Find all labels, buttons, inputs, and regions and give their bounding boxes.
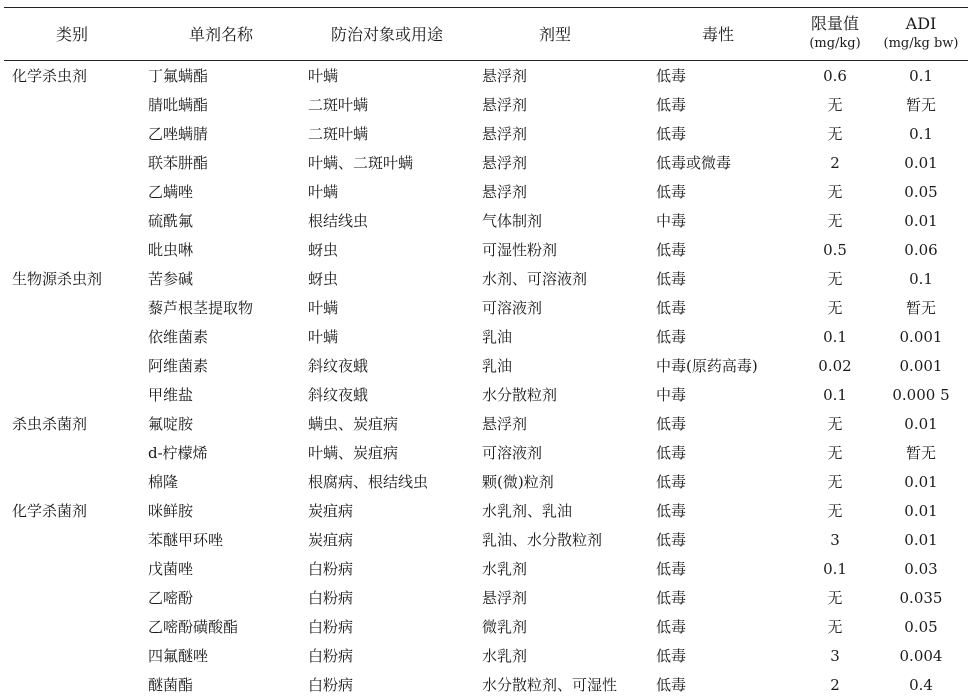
cell-limit: 无 [827, 589, 843, 607]
cell-adi: 0.1 [909, 270, 933, 288]
cell-target: 叶螨、二斑叶螨 [308, 154, 414, 172]
table-row [0, 178, 972, 207]
cell-limit: 无 [827, 96, 843, 114]
cell-target: 叶螨 [308, 328, 339, 346]
cell-adi: 0.004 [899, 647, 943, 665]
table-row [0, 642, 972, 671]
cell-toxicity: 低毒或微毒 [656, 154, 732, 172]
cell-category [12, 352, 140, 381]
cell-target: 白粉病 [308, 589, 354, 607]
cell-target: 根结线虫 [308, 212, 369, 230]
cell-target: 叶螨 [308, 299, 339, 317]
cell-formulation: 水分散粒剂、可湿性 [482, 676, 618, 694]
cell-adi: 0.1 [909, 125, 933, 143]
cell-toxicity: 低毒 [656, 618, 687, 636]
cell-toxicity: 低毒 [656, 67, 687, 85]
cell-limit: 2 [830, 676, 840, 694]
header-toxicity: 毒性 [701, 25, 734, 44]
cell-target: 白粉病 [308, 618, 354, 636]
table-row [0, 294, 972, 323]
cell-limit: 0.1 [823, 386, 847, 404]
cell-target: 二斑叶螨 [308, 96, 369, 114]
cell-category: 化学杀虫剂 [12, 67, 88, 85]
cell-toxicity: 低毒 [656, 531, 687, 549]
cell-limit: 无 [827, 212, 843, 230]
table-row [0, 323, 972, 352]
cell-formulation: 气体制剂 [482, 212, 543, 230]
cell-name: 丁氟螨酯 [148, 67, 209, 85]
cell-formulation: 可溶液剂 [482, 444, 543, 462]
table-row [0, 584, 972, 613]
cell-formulation: 悬浮剂 [482, 67, 528, 85]
cell-formulation: 颗(微)粒剂 [482, 473, 554, 491]
header-adi-label: ADI [905, 13, 937, 33]
cell-category [12, 555, 140, 584]
cell-adi: 0.01 [904, 212, 938, 230]
cell-formulation: 水剂、可溶液剂 [482, 270, 588, 288]
table-row [0, 526, 972, 555]
cell-category [12, 149, 140, 178]
cell-limit: 无 [827, 618, 843, 636]
cell-toxicity: 低毒 [656, 473, 687, 491]
cell-toxicity: 中毒 [656, 212, 687, 230]
cell-toxicity: 低毒 [656, 415, 687, 433]
cell-toxicity: 低毒 [656, 96, 687, 114]
cell-limit: 无 [827, 299, 843, 317]
cell-name: 腈吡螨酯 [148, 96, 209, 114]
cell-target: 蚜虫 [308, 270, 339, 288]
cell-adi: 0.4 [909, 676, 933, 694]
header-formulation: 剂型 [538, 25, 571, 44]
cell-limit: 无 [827, 415, 843, 433]
header-adi-unit: (mg/kg bw) [883, 35, 959, 51]
table-row [0, 497, 972, 526]
cell-toxicity: 低毒 [656, 183, 687, 201]
header-limit [790, 7, 880, 60]
cell-category [12, 526, 140, 555]
cell-name: 苯醚甲环唑 [148, 531, 224, 549]
cell-category [12, 294, 140, 323]
table-row [0, 62, 972, 91]
cell-toxicity: 低毒 [656, 241, 687, 259]
cell-adi: 0.03 [904, 560, 938, 578]
cell-adi: 0.01 [904, 415, 938, 433]
cell-formulation: 水乳剂 [482, 560, 528, 578]
cell-category [12, 584, 140, 613]
cell-formulation: 微乳剂 [482, 618, 528, 636]
cell-name: 氟啶胺 [148, 415, 194, 433]
table-row [0, 265, 972, 294]
cell-category [12, 120, 140, 149]
cell-toxicity: 低毒 [656, 299, 687, 317]
cell-adi: 0.01 [904, 531, 938, 549]
cell-name: 乙唑螨腈 [148, 125, 209, 143]
cell-target: 叶螨 [308, 67, 339, 85]
cell-category [12, 613, 140, 642]
cell-name: 棉隆 [148, 473, 179, 491]
cell-adi: 暂无 [905, 299, 936, 317]
cell-toxicity: 低毒 [656, 270, 687, 288]
cell-name: 戊菌唑 [148, 560, 194, 578]
cell-target: 根腐病、根结线虫 [308, 473, 429, 491]
cell-adi: 0.05 [904, 183, 938, 201]
cell-limit: 0.02 [818, 357, 852, 375]
cell-limit: 无 [827, 183, 843, 201]
cell-category [12, 207, 140, 236]
header-name: 单剂名称 [188, 25, 253, 44]
cell-limit: 3 [830, 531, 840, 549]
header-target: 防治对象或用途 [330, 25, 443, 44]
cell-name: d-柠檬烯 [148, 444, 208, 462]
cell-target: 蚜虫 [308, 241, 339, 259]
cell-target: 白粉病 [308, 676, 354, 694]
cell-name: 苦参碱 [148, 270, 194, 288]
cell-toxicity: 低毒 [656, 502, 687, 520]
cell-category: 杀虫杀菌剂 [12, 415, 88, 433]
cell-category [12, 468, 140, 497]
cell-limit: 无 [827, 502, 843, 520]
cell-formulation: 可湿性粉剂 [482, 241, 558, 259]
cell-target: 斜纹夜蛾 [308, 386, 369, 404]
cell-target: 螨虫、炭疽病 [308, 415, 399, 433]
cell-name: 联苯肼酯 [148, 154, 209, 172]
cell-adi: 0.01 [904, 502, 938, 520]
cell-name: 四氟醚唑 [148, 647, 209, 665]
cell-category [12, 381, 140, 410]
cell-formulation: 悬浮剂 [482, 183, 528, 201]
cell-name: 乙螨唑 [148, 183, 194, 201]
table-row [0, 468, 972, 497]
cell-adi: 暂无 [905, 96, 936, 114]
cell-name: 甲维盐 [148, 386, 194, 404]
cell-adi: 0.035 [899, 589, 943, 607]
cell-limit: 无 [827, 125, 843, 143]
cell-adi: 0.06 [904, 241, 938, 259]
cell-formulation: 悬浮剂 [482, 589, 528, 607]
cell-target: 斜纹夜蛾 [308, 357, 369, 375]
table-row [0, 207, 972, 236]
cell-adi: 0.1 [909, 67, 933, 85]
cell-formulation: 水乳剂、乳油 [482, 502, 573, 520]
cell-limit: 0.1 [823, 328, 847, 346]
table-row [0, 410, 972, 439]
cell-formulation: 水乳剂 [482, 647, 528, 665]
cell-target: 白粉病 [308, 560, 354, 578]
cell-name: 乙嘧酚 [148, 589, 194, 607]
cell-formulation: 乳油 [482, 357, 513, 375]
header-limit-label: 限量值 [810, 13, 859, 33]
cell-limit: 0.6 [823, 67, 847, 85]
cell-toxicity: 中毒 [656, 386, 687, 404]
table-header-rule [4, 60, 968, 61]
table-row [0, 671, 972, 700]
cell-name: 咪鲜胺 [148, 502, 194, 520]
cell-category [12, 642, 140, 671]
cell-category [12, 178, 140, 207]
cell-formulation: 乳油、水分散粒剂 [482, 531, 603, 549]
cell-toxicity: 中毒(原药高毒) [656, 357, 758, 375]
cell-limit: 无 [827, 473, 843, 491]
cell-target: 二斑叶螨 [308, 125, 369, 143]
cell-name: 藜芦根茎提取物 [148, 299, 254, 317]
cell-adi: 0.01 [904, 154, 938, 172]
cell-name: 乙嘧酚磺酸酯 [148, 618, 239, 636]
cell-category [12, 323, 140, 352]
cell-category [12, 91, 140, 120]
cell-formulation: 悬浮剂 [482, 96, 528, 114]
cell-toxicity: 低毒 [656, 125, 687, 143]
cell-limit: 无 [827, 444, 843, 462]
table-row [0, 439, 972, 468]
cell-formulation: 悬浮剂 [482, 125, 528, 143]
cell-toxicity: 低毒 [656, 444, 687, 462]
cell-name: 醚菌酯 [148, 676, 194, 694]
cell-adi: 0.001 [899, 357, 943, 375]
cell-toxicity: 低毒 [656, 560, 687, 578]
cell-category: 化学杀菌剂 [12, 502, 88, 520]
header-adi [874, 7, 968, 60]
cell-adi: 0.001 [899, 328, 943, 346]
cell-target: 炭疽病 [308, 502, 354, 520]
cell-target: 炭疽病 [308, 531, 354, 549]
cell-formulation: 悬浮剂 [482, 415, 528, 433]
table-row [0, 352, 972, 381]
cell-target: 叶螨、炭疽病 [308, 444, 399, 462]
cell-category: 生物源杀虫剂 [12, 270, 103, 288]
cell-target: 叶螨 [308, 183, 339, 201]
header-category: 类别 [55, 25, 88, 44]
cell-name: 吡虫啉 [148, 241, 194, 259]
table-row [0, 120, 972, 149]
cell-name: 阿维菌素 [148, 357, 209, 375]
cell-adi: 0.01 [904, 473, 938, 491]
cell-adi: 0.05 [904, 618, 938, 636]
cell-limit: 0.1 [823, 560, 847, 578]
cell-limit: 无 [827, 270, 843, 288]
cell-target: 白粉病 [308, 647, 354, 665]
cell-formulation: 乳油 [482, 328, 513, 346]
cell-adi: 0.000 5 [892, 386, 950, 404]
table-row [0, 236, 972, 265]
cell-category [12, 236, 140, 265]
cell-formulation: 可溶液剂 [482, 299, 543, 317]
table-row [0, 149, 972, 178]
header-limit-unit: (mg/kg) [809, 35, 861, 51]
table-row [0, 91, 972, 120]
cell-name: 硫酰氟 [148, 212, 194, 230]
cell-toxicity: 低毒 [656, 328, 687, 346]
cell-toxicity: 低毒 [656, 589, 687, 607]
table-row [0, 381, 972, 410]
cell-toxicity: 低毒 [656, 676, 687, 694]
cell-category [12, 671, 140, 700]
cell-adi: 暂无 [905, 444, 936, 462]
table-row [0, 613, 972, 642]
cell-formulation: 水分散粒剂 [482, 386, 558, 404]
cell-limit: 0.5 [823, 241, 847, 259]
cell-name: 依维菌素 [148, 328, 209, 346]
cell-limit: 3 [830, 647, 840, 665]
cell-category [12, 439, 140, 468]
cell-toxicity: 低毒 [656, 647, 687, 665]
table-row [0, 555, 972, 584]
cell-limit: 2 [830, 154, 840, 172]
cell-formulation: 悬浮剂 [482, 154, 528, 172]
